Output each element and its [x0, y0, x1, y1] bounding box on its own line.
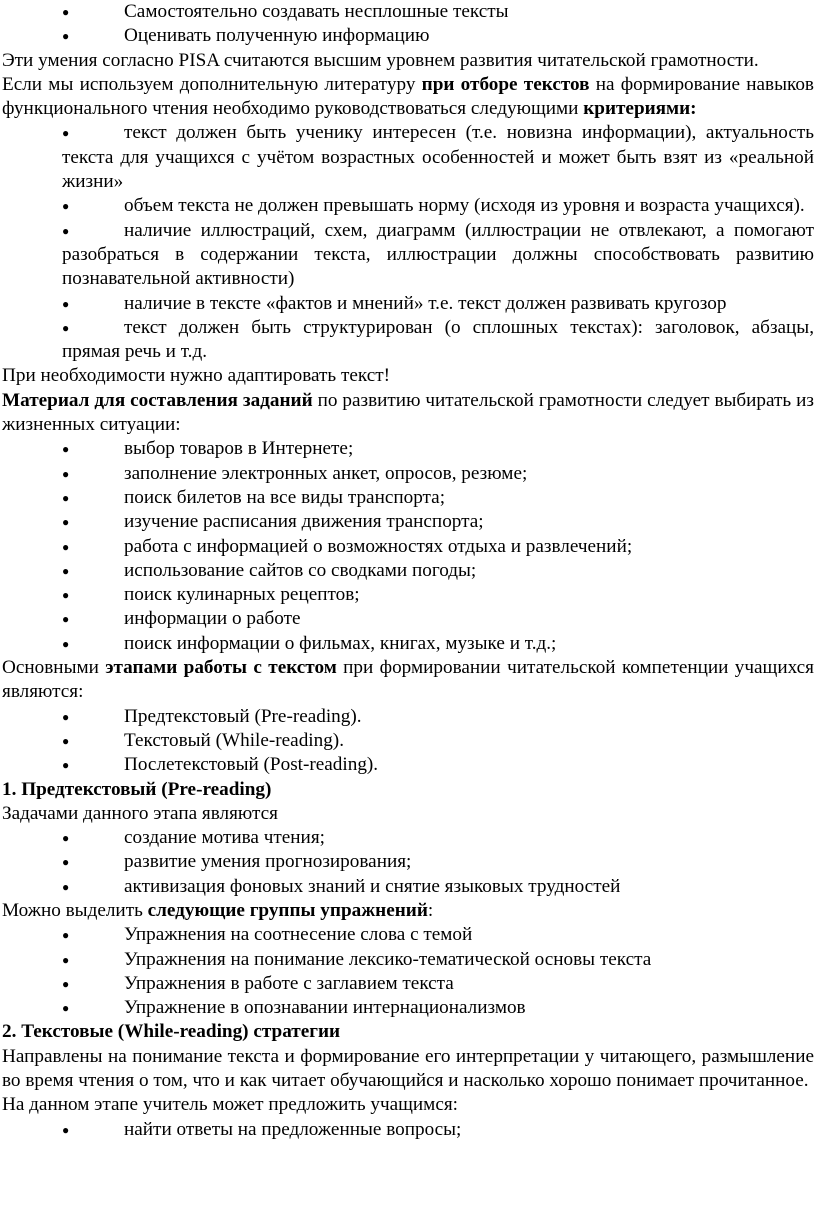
- paragraph-stages: Основными этапами работы с текстом при формировании читательской компетенции учащихся являются:: [2, 657, 814, 703]
- list-item: ● Самостоятельно создавать несплошные тексты: [2, 0, 814, 24]
- situations-list: [2, 437, 814, 656]
- bullet-icon: ●: [62, 952, 70, 967]
- exercises-list: [2, 923, 814, 1020]
- bullet-icon: ●: [62, 709, 70, 724]
- bullet-icon: ●: [62, 126, 70, 141]
- list-item: ● поиск билетов на все виды транспорта;: [2, 486, 814, 510]
- bullet-icon: ●: [62, 199, 70, 214]
- list-item: ● объем текста не должен превышать норму (исходя из уровня и возраста учащихся).: [62, 194, 814, 218]
- bullet-icon: ●: [62, 588, 70, 603]
- heading-while-reading: 2. Текстовые (While-reading) стратегии: [2, 1021, 341, 1043]
- bullet-icon: ●: [62, 928, 70, 943]
- bullet-icon: ●: [62, 733, 70, 748]
- list-item: ● развитие умения прогнозирования;: [2, 850, 814, 874]
- list-item: ● поиск информации о фильмах, книгах, музыке и т.д.;: [2, 632, 814, 656]
- criteria-list: [2, 121, 814, 364]
- list-item: ● найти ответы на предложенные вопросы;: [2, 1118, 814, 1142]
- bullet-icon: ●: [62, 831, 70, 846]
- paragraph-groups: Можно выделить следующие группы упражнений:: [2, 899, 434, 921]
- list-item: ● Предтекстовый (Pre-reading).: [2, 705, 814, 729]
- bullet-icon: ●: [62, 223, 70, 238]
- list-item: ● наличие в тексте «фактов и мнений» т.е. текст должен развивать кругозор: [62, 292, 814, 316]
- list-item: ● Упражнения на понимание лексико-тематической основы текста: [2, 948, 814, 972]
- bullet-icon: ●: [62, 563, 70, 578]
- skills-list: [2, 0, 814, 49]
- bullet-icon: ●: [62, 1122, 70, 1137]
- bullet-icon: ●: [62, 539, 70, 554]
- list-item: ● Послетекстовый (Post-reading).: [2, 753, 814, 777]
- list-item: ● наличие иллюстраций, схем, диаграмм (иллюстрации не отвлекают, а помогают разобраться в содержании текста, иллюстрации должны способствовать развитию познавательной активности): [62, 219, 814, 290]
- list-item: ● использование сайтов со сводками погоды;: [2, 559, 814, 583]
- teacher-list: [2, 1118, 814, 1142]
- heading-pre-reading: 1. Предтекстовый (Pre-reading): [2, 778, 272, 800]
- list-item: ● создание мотива чтения;: [2, 826, 814, 850]
- bullet-icon: ●: [62, 636, 70, 651]
- paragraph-adapt: При необходимости нужно адаптировать текст!: [2, 365, 391, 387]
- list-item: ● Текстовый (While-reading).: [2, 729, 814, 753]
- bullet-icon: ●: [62, 758, 70, 773]
- list-item: ● активизация фоновых знаний и снятие языковых трудностей: [2, 875, 814, 899]
- paragraph-material: Материал для составления заданий по развитию читательской грамотности следует выбирать из жизненных ситуации:: [2, 389, 814, 436]
- bullet-icon: ●: [62, 490, 70, 505]
- paragraph-teacher: На данном этапе учитель может предложить учащимся:: [2, 1094, 459, 1116]
- list-item: ● информации о работе: [2, 607, 814, 631]
- stages-list: [2, 705, 814, 778]
- bullet-icon: ●: [62, 879, 70, 894]
- list-item: ● работа с информацией о возможностях отдыха и развлечений;: [2, 535, 814, 559]
- bullet-icon: ●: [62, 442, 70, 457]
- bullet-icon: ●: [62, 1001, 70, 1016]
- bullet-icon: ●: [62, 976, 70, 991]
- list-item: ● выбор товаров в Интернете;: [2, 437, 814, 461]
- list-item: ● поиск кулинарных рецептов;: [2, 583, 814, 607]
- list-item: ● Упражнения на соотнесение слова с темой: [2, 923, 814, 947]
- bullet-icon: ●: [62, 320, 70, 335]
- list-item: ● заполнение электронных анкет, опросов, резюме;: [2, 462, 814, 486]
- list-item: ● Упражнение в опознавании интернационализмов: [2, 996, 814, 1020]
- list-item: ● изучение расписания движения транспорта;: [2, 510, 814, 534]
- paragraph-tasks: Задачами данного этапа являются: [2, 802, 278, 824]
- tasks-list: [2, 826, 814, 899]
- paragraph-literature: Если мы используем дополнительную литературу при отборе текстов на формирование навыков функционального чтения необходимо руководствоваться следующими критериями:: [2, 73, 814, 120]
- bullet-icon: ●: [62, 5, 70, 19]
- bullet-icon: ●: [62, 515, 70, 530]
- bullet-icon: ●: [62, 612, 70, 627]
- bullet-icon: ●: [62, 29, 70, 44]
- list-item: ● текст должен быть ученику интересен (т.е. новизна информации), актуальность текста для учащихся с учётом возрастных особенностей и может быть взят из «реальной жизни»: [62, 122, 814, 193]
- bullet-icon: ●: [62, 296, 70, 311]
- paragraph-pisa: Эти умения согласно PISA считаются высшим уровнем развития читательской грамотности.: [2, 49, 759, 71]
- list-item: ● Упражнения в работе с заглавием текста: [2, 972, 814, 996]
- bullet-icon: ●: [62, 466, 70, 481]
- list-item: ● Оценивать полученную информацию: [2, 24, 814, 48]
- bullet-icon: ●: [62, 855, 70, 870]
- list-item: ● текст должен быть структурирован (о сплошных текстах): заголовок, абзацы, прямая речь и т.д.: [62, 316, 814, 363]
- paragraph-while: Направлены на понимание текста и формирование его интерпретации у читающего, размышление во время чтения о том, что и как читает обучающийся и насколько хорошо понимает прочитанное.: [2, 1045, 814, 1092]
